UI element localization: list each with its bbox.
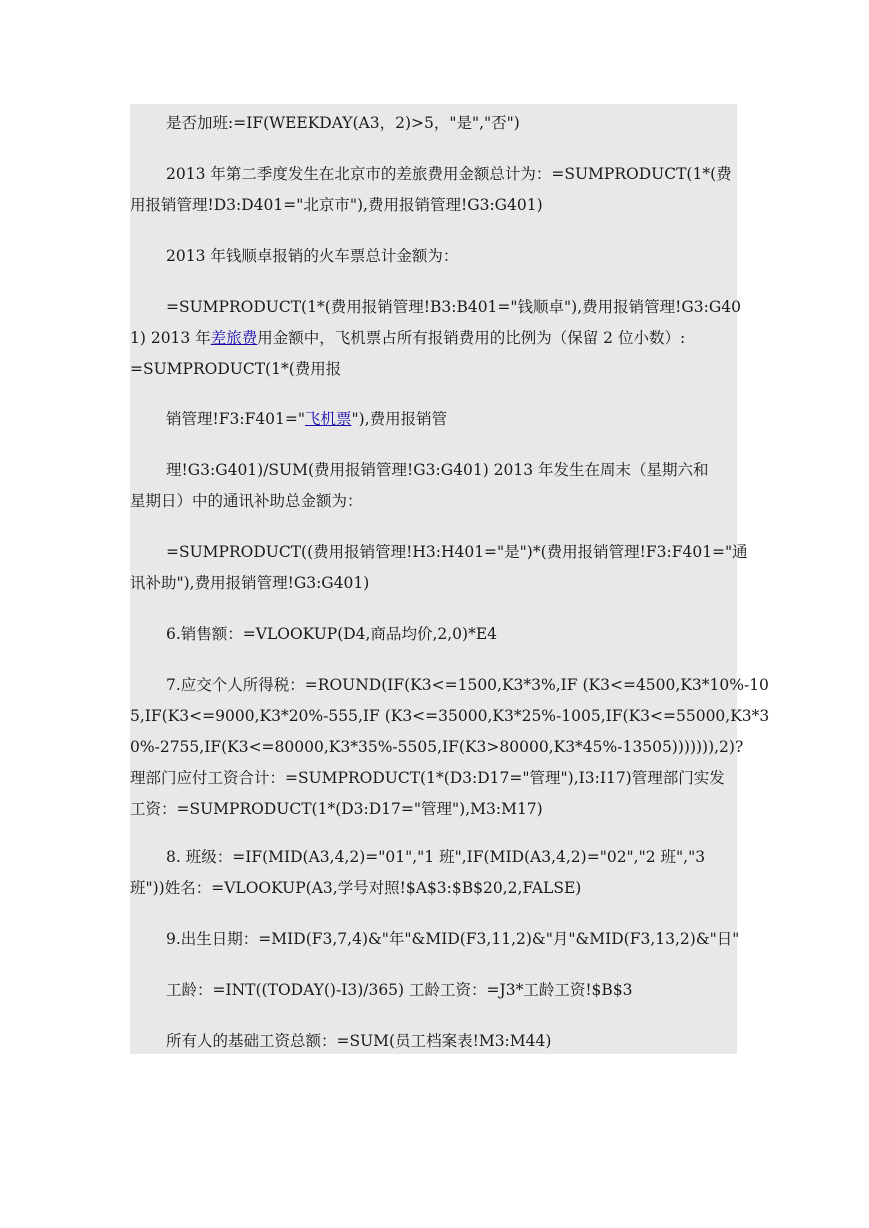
text-line: 理部门应付工资合计：=SUMPRODUCT(1*(D3:D17="管理"),I3:I17)管理部门实发 [130, 769, 725, 787]
text-fragment: 1) 2013 年 [130, 329, 211, 347]
text-line: 工资：=SUMPRODUCT(1*(D3:D17="管理"),M3:M17) [130, 800, 543, 818]
text-line: 星期日）中的通讯补助总金额为： [130, 492, 363, 510]
text-line: =SUMPRODUCT(1*(费用报 [130, 360, 342, 378]
link-air-ticket[interactable]: 飞机票 [305, 410, 352, 428]
paragraph-sales [130, 619, 773, 650]
text-line [166, 404, 773, 435]
text-line: 5,IF(K3<=9000,K3*20%-555,IF (K3<=35000,K3*25%-1005,IF(K3<=55000,K3*3 [130, 707, 770, 725]
text-line: 7.应交个人所得税：=ROUND(IF(K3<=1500,K3*3%,IF (K3<=4500,K3*10%-10 [166, 676, 769, 694]
paragraph-overtime [130, 108, 773, 139]
text-line: 2013 年第二季度发生在北京市的差旅费用金额总计为：=SUMPRODUCT(1*(费 [166, 165, 732, 183]
text-line: 理!G3:G401)/SUM(费用报销管理!G3:G401) 2013 年发生在周末（星期六和 [166, 461, 709, 479]
text-line: 是否加班:=IF(WEEKDAY(A3，2)>5，"是","否") [166, 114, 520, 132]
text-fragment: "),费用报销管 [351, 410, 448, 428]
text-line: 8. 班级：=IF(MID(A3,4,2)="01","1 班",IF(MID(A3,4,2)="02","2 班","3 [166, 848, 706, 866]
link-travel-expense[interactable]: 差旅费 [210, 329, 258, 347]
text-line: 所有人的基础工资总额：=SUM(员工档案表!M3:M44) [166, 1032, 552, 1050]
text-fragment: 销管理!F3:F401=" [166, 410, 306, 428]
text-fragment: 用金额中，飞机票占所有报销费用的比例为（保留 2 位小数）: [257, 329, 686, 347]
paragraph-airfare [130, 404, 773, 435]
text-line: 6.销售额：=VLOOKUP(D4,商品均价,2,0)*E4 [166, 625, 498, 643]
paragraph-weekend-subsidy [130, 455, 737, 517]
text-line: =SUMPRODUCT((费用报销管理!H3:H401="是")*(费用报销管理!F3:F401="通 [166, 543, 748, 561]
text-line: 工龄：=INT((TODAY()-I3)/365) 工龄工资：=J3*工龄工资!$B$3 [166, 981, 633, 999]
text-line: 用报销管理!D3:D401="北京市"),费用报销管理!G3:G401) [130, 196, 543, 214]
paragraph-income-tax [130, 670, 770, 825]
paragraph-class [130, 842, 737, 904]
paragraph-beijing-travel [130, 159, 737, 221]
text-line: 9.出生日期：=MID(F3,7,4)&"年"&MID(F3,11,2)&"月"&MID(F3,13,2)&"日" [166, 930, 740, 948]
text-line: 2013 年钱顺卓报销的火车票总计金额为： [166, 247, 459, 265]
text-line: 0%-2755,IF(K3<=80000,K3*35%-5505,IF(K3>80000,K3*45%-13505))))))),2)? [130, 738, 744, 756]
text-line: 班"))姓名：=VLOOKUP(A3,学号对照!$A$3:$B$20,2,FALSE) [130, 879, 582, 897]
paragraph-train-ticket [130, 241, 773, 272]
text-line: 讯补助"),费用报销管理!G3:G401) [130, 574, 370, 592]
text-line: =SUMPRODUCT(1*(费用报销管理!B3:B401="钱顺卓"),费用报销管理!G3:G40 [166, 298, 741, 316]
paragraph-birthdate [130, 924, 773, 955]
paragraph-sumproduct-qian [130, 292, 741, 385]
paragraph-base-salary [130, 1026, 773, 1057]
paragraph-sumproduct-subsidy [130, 537, 748, 599]
document-body [130, 104, 770, 1054]
paragraph-seniority [130, 975, 773, 1006]
text-line [130, 323, 737, 354]
